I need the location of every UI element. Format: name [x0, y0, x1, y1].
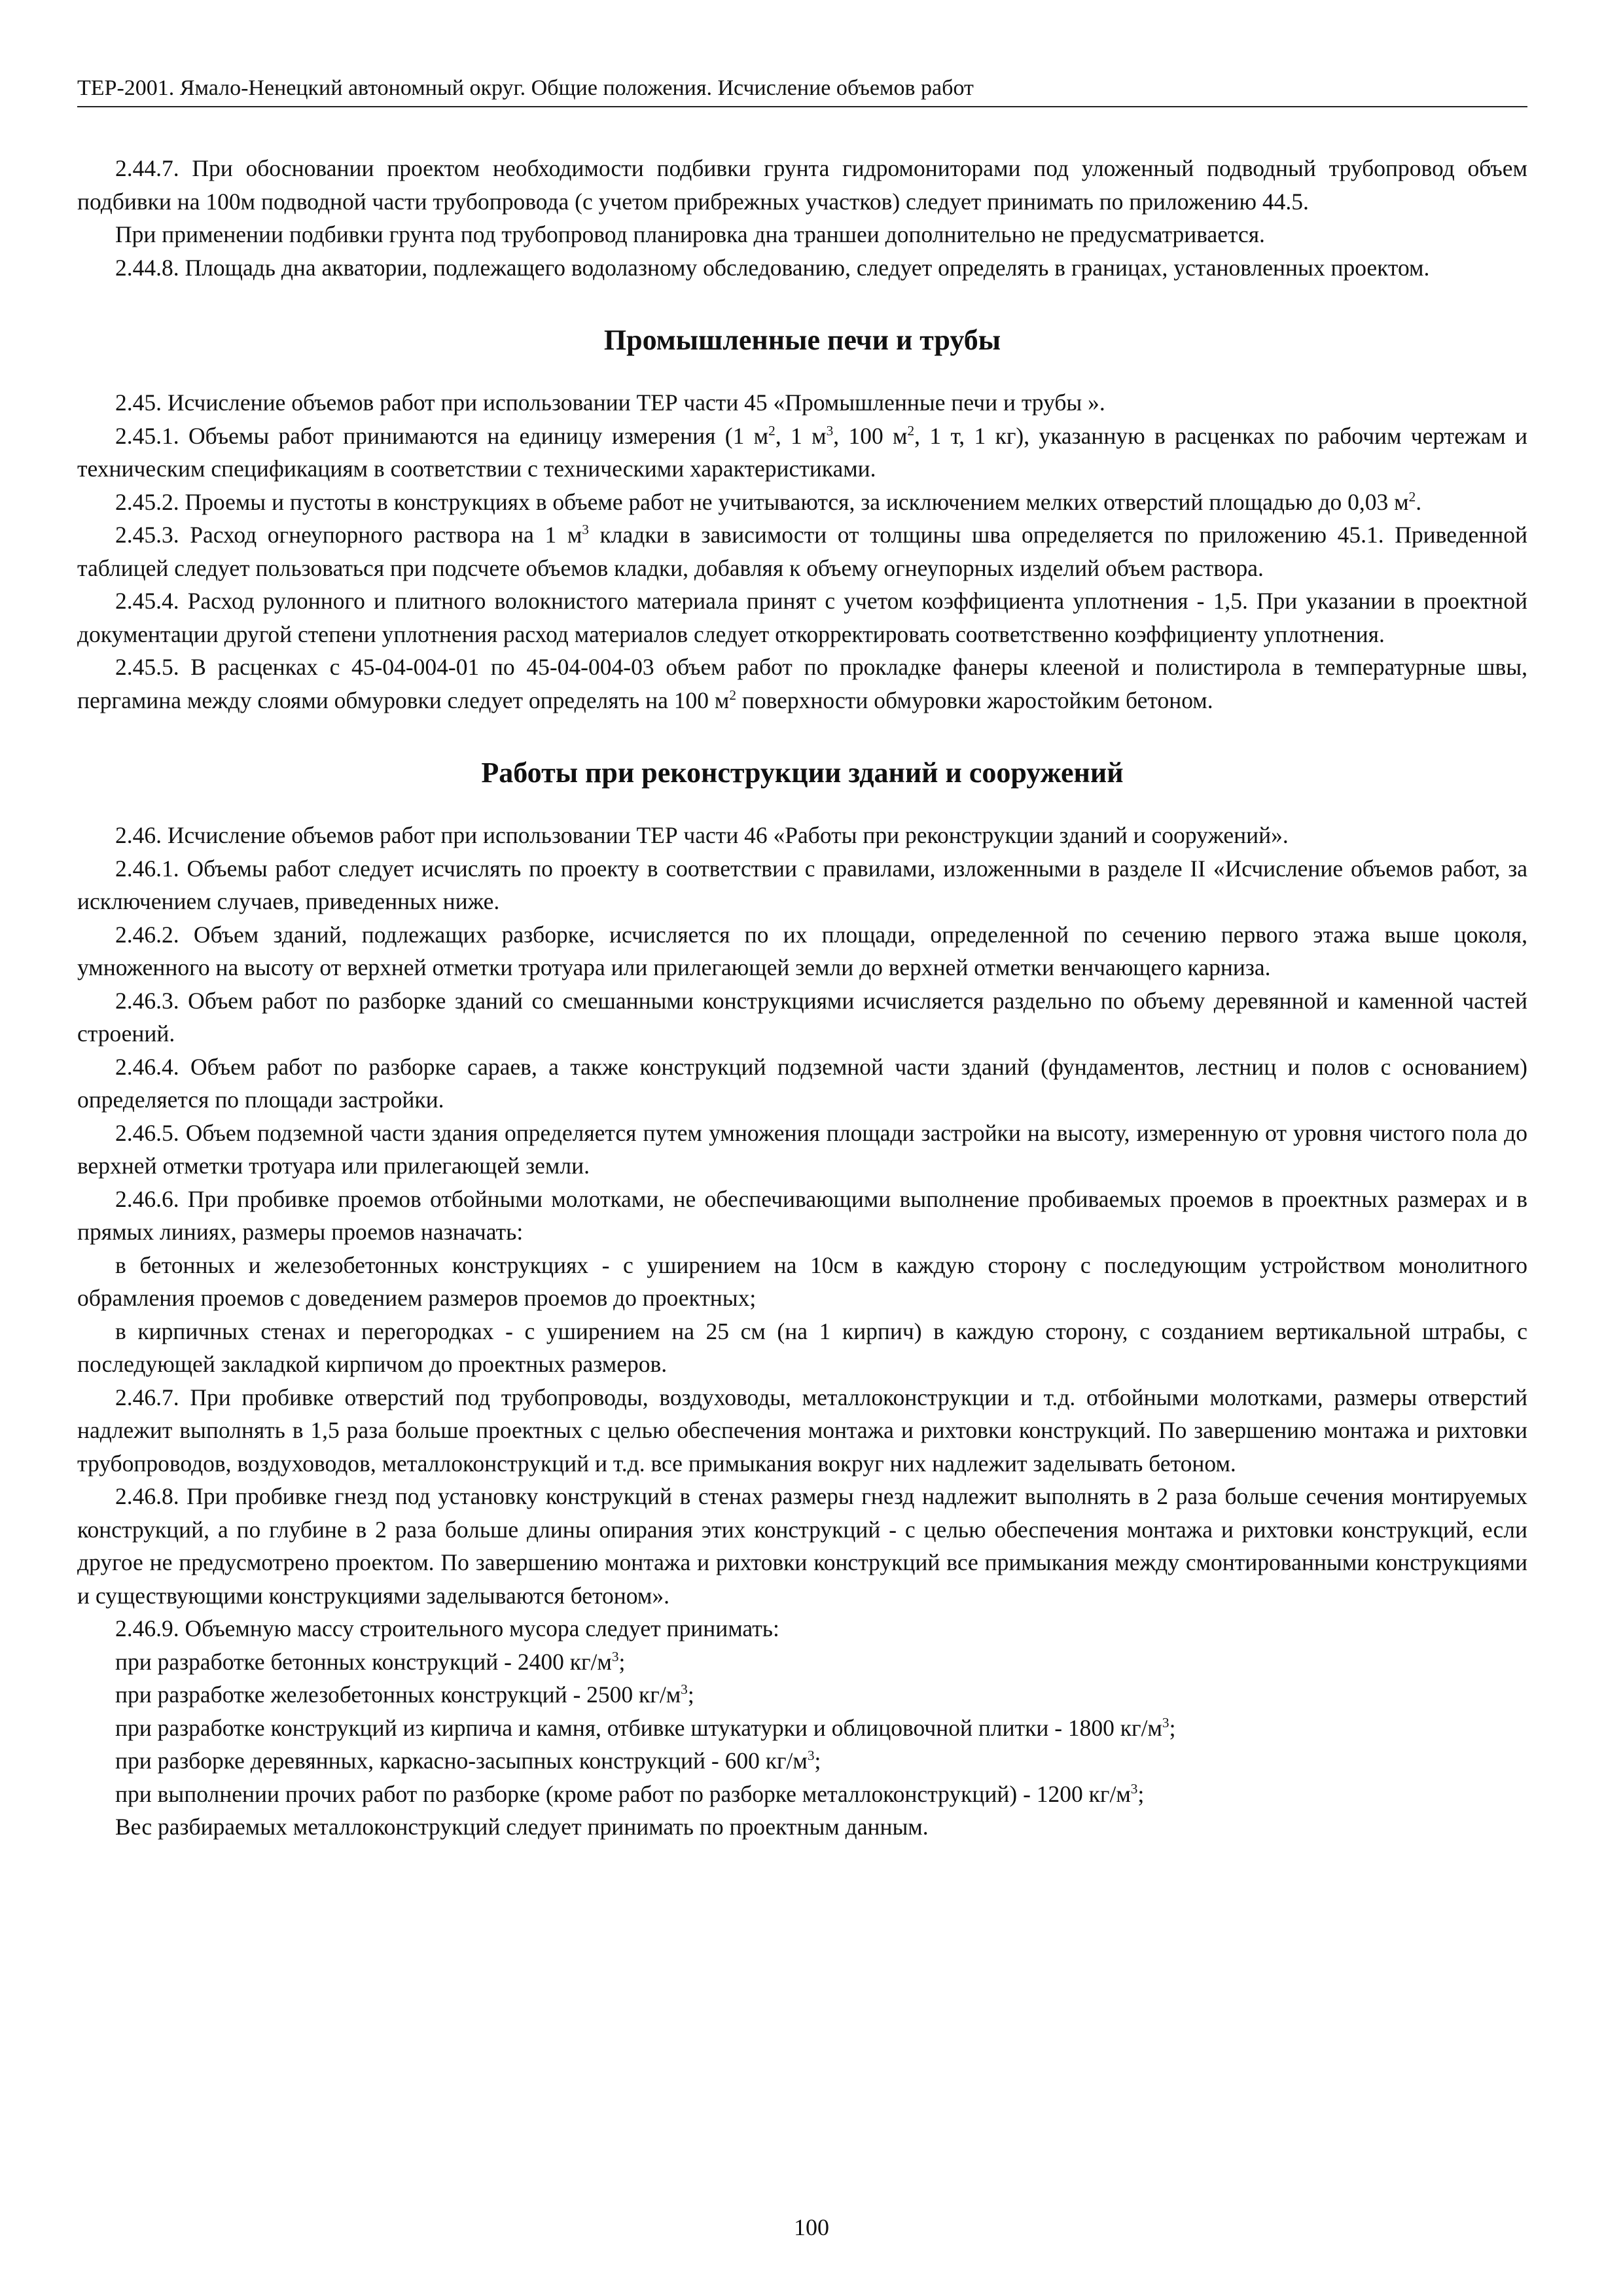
- list-item: [77, 1744, 1527, 1778]
- text-fragment: поверхности обмуровки жаростойким бетоном.: [736, 687, 1213, 713]
- superscript: 2: [768, 422, 776, 439]
- text-fragment: ;: [618, 1648, 626, 1675]
- paragraph-2-45: 2.45. Исчисление объемов работ при использовании ТЕР части 45 «Промышленные печи и трубы ».: [115, 389, 1105, 416]
- paragraph-2-46-1: 2.46.1. Объемы работ следует исчислять по проекту в соответствии с правилами, изложенными в разделе II «Исчисление объемов работ, за исключением случаев, приведенных ниже.: [77, 855, 1527, 914]
- paragraph-2-44-8: 2.44.8. Площадь дна акватории, подлежащего водолазному обследованию, следует определять в границах, установленных проектом.: [115, 254, 1430, 281]
- debris-mass-list: [77, 1645, 1527, 1844]
- text-fragment: ;: [814, 1748, 821, 1774]
- list-item: [77, 1712, 1527, 1745]
- text-fragment: ;: [687, 1681, 694, 1708]
- paragraph-2-46-6: 2.46.6. При пробивке проемов отбойными молотками, не обеспечивающими выполнение пробиваемых проемов в проектных размерах и в прямых линиях, размеры проемов назначать:: [77, 1185, 1527, 1245]
- paragraph-2-45-3: [77, 518, 1527, 584]
- superscript: 3: [1130, 1780, 1138, 1797]
- superscript: 3: [681, 1681, 688, 1698]
- text-fragment: ;: [1169, 1714, 1176, 1741]
- section-heading-industrial-furnaces: Промышленные печи и трубы: [603, 324, 1001, 356]
- text-fragment: , 1 м: [775, 422, 827, 449]
- superscript: 2: [907, 422, 915, 439]
- section-heading-reconstruction-works: Работы при реконструкции зданий и сооружений: [481, 757, 1124, 789]
- page-number: 100: [794, 2214, 829, 2240]
- paragraph-2-46-5: 2.46.5. Объем подземной части здания определяется путем умножения площади застройки на высоту, измеренную от уровня чистого пола до верхней отметки тротуара или прилегающей земли.: [77, 1119, 1527, 1179]
- text-fragment: 2.45.1. Объемы работ принимаются на единицу измерения (1 м: [115, 422, 769, 449]
- text-fragment: , 1 т, 1 кг), указанную в расценках по рабочим чертежам и техническим спецификациям в соответствии с техническими характеристиками.: [77, 422, 1528, 482]
- paragraph-2-45-1: [77, 420, 1527, 486]
- paragraph-2-45-2: [77, 486, 1527, 519]
- superscript: 3: [1162, 1714, 1169, 1731]
- paragraph-2-46-3: 2.46.3. Объем работ по разборке зданий со смешанными конструкциями исчисляется раздельно по объему деревянной и каменной частей строений.: [77, 987, 1527, 1047]
- paragraph-2-45-4: 2.45.4. Расход рулонного и плитного волокнистого материала принят с учетом коэффициента уплотнения - 1,5. При указании в проектной документации другой степени уплотнения расход материалов следует откорректировать соответственно коэффициенту уплотнения.: [77, 588, 1527, 647]
- page-body: [77, 152, 1527, 1844]
- paragraph-2-46: 2.46. Исчисление объемов работ при использовании ТЕР части 46 «Работы при реконструкции зданий и сооружений».: [115, 822, 1289, 848]
- list-item: [77, 1678, 1527, 1712]
- paragraph-2-46-9: 2.46.9. Объемную массу строительного мусора следует принимать:: [115, 1615, 779, 1641]
- superscript: 3: [611, 1648, 619, 1664]
- text-fragment: при разработке бетонных конструкций - 2400 кг/м: [115, 1648, 612, 1675]
- paragraph-2-45-5: [77, 651, 1527, 717]
- text-fragment: 2.45.3. Расход огнеупорного раствора на 1 м: [115, 522, 582, 548]
- text-fragment: при разработке железобетонных конструкций - 2500 кг/м: [115, 1681, 681, 1708]
- text-fragment: 2.45.5. В расценках с 45-04-004-01 по 45-04-004-03 объем работ по прокладке фанеры клееной и полистирола в температурные швы, пергамина между слоями обмуровки следует определять на 100 м: [77, 654, 1527, 713]
- superscript: 3: [826, 422, 834, 439]
- text-fragment: 2.45.2. Проемы и пустоты в конструкциях в объеме работ не учитываются, за исключением мелких отверстий площадью до 0,03 м: [115, 488, 1409, 515]
- text-fragment: при разборке деревянных, каркасно-засыпных конструкций - 600 кг/м: [115, 1748, 808, 1774]
- paragraph-2-44-7: 2.44.7. При обосновании проектом необходимости подбивки грунта гидромониторами под уложенный подводный трубопровод объем подбивки на 100м подводной части трубопровода (с учетом прибрежных участков) следует принимать по приложению 44.5.: [77, 155, 1527, 215]
- paragraph-trench-planning: При применении подбивки грунта под трубопровод планировка дна траншеи дополнительно не предусматривается.: [115, 221, 1265, 247]
- text-fragment: .: [1416, 488, 1422, 515]
- paragraph-brick-openings: в кирпичных стенах и перегородках - с уширением на 25 см (на 1 кирпич) в каждую сторону, с созданием вертикальной штрабы, с последующей закладкой кирпичом до проектных размеров.: [77, 1318, 1527, 1377]
- paragraph-metal-weight: Вес разбираемых металлоконструкций следует принимать по проектным данным.: [115, 1814, 929, 1840]
- text-fragment: кладки в зависимости от толщины шва определяется по приложению 45.1. Приведенной таблицей следует пользоваться при подсчете объемов кладки, добавляя к объему огнеупорных изделий объем раствора.: [77, 522, 1527, 581]
- list-item: [77, 1645, 1527, 1679]
- paragraph-2-46-7: 2.46.7. При пробивке отверстий под трубопроводы, воздуховоды, металлоконструкции и т.д. отбойными молотками, размеры отверстий надлежит выполнять в 1,5 раза больше проектных с целью обеспечения монтажа и рихтовки конструкций. По завершению монтажа и рихтовки трубопроводов, воздуховодов, металлоконструкций и т.д. все примыкания вокруг них надлежит заделывать бетоном.: [77, 1384, 1527, 1477]
- text-fragment: ;: [1137, 1780, 1145, 1807]
- superscript: 2: [729, 687, 736, 703]
- list-item: [77, 1778, 1527, 1811]
- superscript: 2: [1408, 488, 1416, 505]
- paragraph-concrete-openings: в бетонных и железобетонных конструкциях - с уширением на 10см в каждую сторону с последующим устройством монолитного обрамления проемов с доведением размеров проемов до проектных;: [77, 1251, 1527, 1311]
- text-fragment: при разработке конструкций из кирпича и камня, отбивке штукатурки и облицовочной плитки - 1800 кг/м: [115, 1714, 1162, 1741]
- superscript: 3: [582, 522, 589, 538]
- paragraph-2-46-2: 2.46.2. Объем зданий, подлежащих разборке, исчисляется по их площади, определенной по сечению первого этажа выше цоколя, умноженного на высоту от верхней отметки тротуара или прилегающей земли до верхней отметки венчающего карниза.: [77, 921, 1527, 980]
- superscript: 3: [807, 1748, 815, 1764]
- paragraph-2-46-8: 2.46.8. При пробивке гнезд под установку конструкций в стенах размеры гнезд надлежит выполнять в 2 раза больше сечения монтируемых конструкций, а по глубине в 2 раза больше длины опирания этих конструкций - с целью обеспечения монтажа и рихтовки конструкций, если другое не предусмотрено проектом. По завершению монтажа и рихтовки конструкций все примыкания между смонтированными конструкциями и существующими конструкциями заделываются бетоном».: [77, 1483, 1527, 1609]
- text-fragment: , 100 м: [833, 422, 908, 449]
- running-header: ТЕР-2001. Ямало-Ненецкий автономный округ. Общие положения. Исчисление объемов работ: [77, 73, 1527, 107]
- text-fragment: при выполнении прочих работ по разборке (кроме работ по разборке металлоконструкций) - 1200 кг/м: [115, 1780, 1131, 1807]
- paragraph-2-46-4: 2.46.4. Объем работ по разборке сараев, а также конструкций подземной части зданий (фундаментов, лестниц и полов с основанием) определяется по площади застройки.: [77, 1053, 1527, 1113]
